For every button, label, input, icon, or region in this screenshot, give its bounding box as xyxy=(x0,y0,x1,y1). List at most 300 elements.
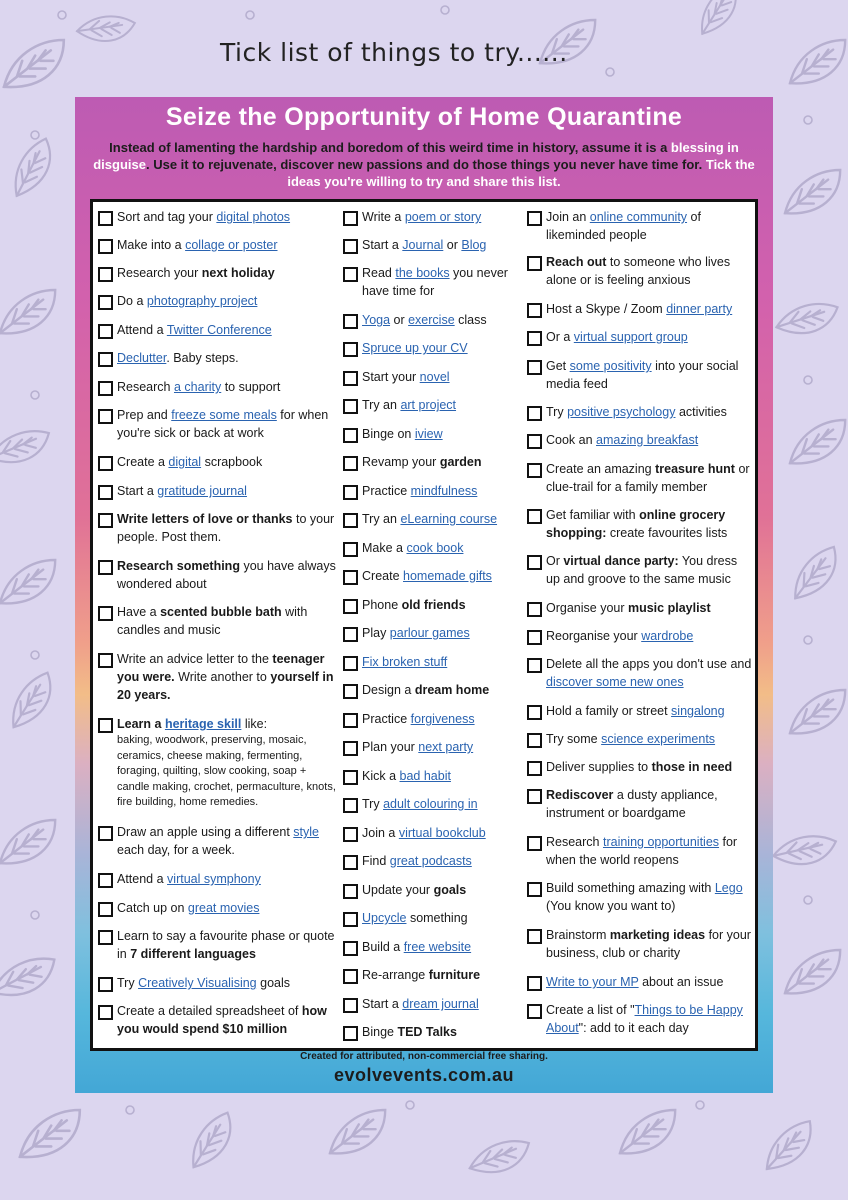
checkbox[interactable] xyxy=(527,434,542,449)
checklist-item-text xyxy=(98,236,336,254)
item-text: each day, for a week. xyxy=(117,843,235,857)
intro-text: Instead of lamenting the hardship and boredom of this weird time in history, assume it is a xyxy=(109,140,671,155)
checklist-item-text xyxy=(343,1023,523,1041)
checklist-item-text xyxy=(343,824,523,842)
checkbox[interactable] xyxy=(343,884,358,899)
checkbox[interactable] xyxy=(343,342,358,357)
checkbox[interactable] xyxy=(98,211,113,226)
checklist-item xyxy=(527,879,753,915)
checklist-item-text xyxy=(343,510,523,528)
item-text: Practice xyxy=(362,484,411,498)
checklist-item xyxy=(98,557,336,593)
checkbox[interactable] xyxy=(98,718,113,733)
checklist-item-text xyxy=(343,938,523,956)
item-link[interactable]: dream journal xyxy=(402,997,479,1011)
checkbox[interactable] xyxy=(527,602,542,617)
checkbox[interactable] xyxy=(343,798,358,813)
item-text: Do a xyxy=(117,294,147,308)
checklist-item-text xyxy=(527,1001,753,1037)
item-link[interactable]: digital xyxy=(168,455,202,469)
checkbox[interactable] xyxy=(527,658,542,673)
checkbox[interactable] xyxy=(527,630,542,645)
item-link[interactable]: next party xyxy=(418,740,474,754)
item-text: Research xyxy=(546,835,603,849)
checklist-item xyxy=(98,927,336,963)
checkbox[interactable] xyxy=(98,930,113,945)
checklist-item-text xyxy=(343,596,523,614)
item-link[interactable]: exercise xyxy=(408,313,455,327)
item-text: Build something amazing with xyxy=(546,881,715,895)
item-text: Binge on xyxy=(362,427,415,441)
checklist-item xyxy=(98,264,336,282)
checklist-item-text xyxy=(343,881,523,899)
item-text: you never have time for xyxy=(362,266,508,298)
checklist-item xyxy=(343,881,523,899)
checklist-item-text xyxy=(343,624,523,642)
item-bold-text: Rediscover xyxy=(546,788,614,802)
item-link[interactable]: Yoga xyxy=(362,313,391,327)
item-text: for when the world reopens xyxy=(546,835,738,867)
checkbox[interactable] xyxy=(343,485,358,500)
checkbox[interactable] xyxy=(527,882,542,897)
checkbox[interactable] xyxy=(527,976,542,991)
item-text: Deliver supplies to xyxy=(546,760,652,774)
item-link[interactable]: poem or story xyxy=(404,210,482,224)
item-text: Try an xyxy=(362,512,401,526)
item-link[interactable]: Twitter Conference xyxy=(166,323,272,337)
checkbox[interactable] xyxy=(98,606,113,621)
checklist-item-text xyxy=(527,926,753,962)
checkbox[interactable] xyxy=(98,902,113,917)
checkbox[interactable] xyxy=(98,653,113,668)
item-text: Get familiar with xyxy=(546,508,640,522)
checkbox[interactable] xyxy=(527,360,542,375)
item-text: Join a xyxy=(362,826,399,840)
checklist-item xyxy=(98,510,336,546)
item-text: Cook an xyxy=(546,433,597,447)
item-bold-text: furniture xyxy=(428,968,481,982)
handwritten-title: Tick list of things to try...... xyxy=(220,38,568,67)
item-text: to your people. Post them. xyxy=(117,512,335,544)
item-text: into your social media feed xyxy=(546,359,739,391)
checkbox[interactable] xyxy=(343,399,358,414)
checkbox[interactable] xyxy=(98,267,113,282)
item-bold-text: old friends xyxy=(401,598,466,612)
item-link[interactable]: Declutter xyxy=(117,351,167,365)
item-text: You dress up and groove to the same music xyxy=(546,554,738,586)
item-link[interactable]: mindfulness xyxy=(410,484,478,498)
checkbox[interactable] xyxy=(343,513,358,528)
item-text: a dusty appliance, instrument or boardgame xyxy=(546,788,718,820)
checklist-item-text xyxy=(98,482,336,500)
checklist-item xyxy=(343,824,523,842)
checklist-item xyxy=(98,899,336,917)
checkbox[interactable] xyxy=(343,570,358,585)
item-link[interactable]: cook book xyxy=(406,541,464,555)
checkbox[interactable] xyxy=(527,555,542,570)
checklist-item-text xyxy=(98,899,336,917)
checklist-item-text xyxy=(98,870,336,888)
item-link[interactable]: a charity xyxy=(173,380,222,394)
item-text: or clue-trail for a family member xyxy=(546,462,750,494)
checkbox[interactable] xyxy=(98,485,113,500)
checklist-item xyxy=(527,506,753,542)
item-text: Practice xyxy=(362,712,411,726)
item-bold-text: treasure hunt xyxy=(655,462,735,476)
checkbox[interactable] xyxy=(98,352,113,367)
checklist-item-text xyxy=(98,823,336,859)
checkbox[interactable] xyxy=(343,656,358,671)
item-link[interactable]: homemade gifts xyxy=(403,569,492,583)
checklist-item xyxy=(343,966,523,984)
checklist-item xyxy=(98,870,336,888)
checkbox[interactable] xyxy=(527,331,542,346)
item-link[interactable]: training opportunities xyxy=(602,835,720,849)
checklist-item-text xyxy=(527,357,753,393)
checkbox[interactable] xyxy=(343,428,358,443)
checklist-item xyxy=(343,596,523,614)
checklist-item xyxy=(98,453,336,471)
item-link[interactable]: Upcycle xyxy=(362,911,407,925)
item-text: Create an amazing xyxy=(546,462,656,476)
item-text: Re-arrange xyxy=(362,968,429,982)
checklist-item xyxy=(527,1001,753,1037)
checklist-item xyxy=(527,253,753,289)
checklist-item xyxy=(343,236,523,254)
item-text: Research xyxy=(117,380,174,394)
checkbox[interactable] xyxy=(527,761,542,776)
item-link[interactable]: Write to your MP xyxy=(546,975,639,989)
item-link[interactable]: forgiveness xyxy=(410,712,475,726)
item-link[interactable]: wardrobe xyxy=(641,629,694,643)
item-text: class xyxy=(454,313,487,327)
item-text: or xyxy=(390,313,409,327)
item-text: Prep and xyxy=(117,408,172,422)
checkbox[interactable] xyxy=(343,267,358,282)
checklist-item-text xyxy=(343,966,523,984)
checkbox[interactable] xyxy=(527,929,542,944)
checkbox[interactable] xyxy=(98,560,113,575)
checkbox[interactable] xyxy=(343,684,358,699)
item-link[interactable]: novel xyxy=(419,370,450,384)
checkbox[interactable] xyxy=(343,741,358,756)
checklist-item-text xyxy=(527,328,753,346)
checklist-item xyxy=(527,300,753,318)
intro-text: . Use it to rejuvenate, discover new passions and do those things you never have time for. xyxy=(145,157,706,172)
checkbox[interactable] xyxy=(343,627,358,642)
checkbox[interactable] xyxy=(343,998,358,1013)
item-link[interactable]: collage or poster xyxy=(185,238,278,252)
item-link[interactable]: great movies xyxy=(187,901,260,915)
checklist-item-text xyxy=(98,406,336,442)
item-text: Build a xyxy=(362,940,404,954)
checklist-item xyxy=(98,974,336,992)
checklist-item xyxy=(98,650,336,704)
item-text: Start a xyxy=(117,484,158,498)
checklist-panel xyxy=(90,199,758,1051)
item-link[interactable]: digital photos xyxy=(216,210,291,224)
item-text: you have always wondered about xyxy=(117,559,336,591)
item-text: Try xyxy=(546,405,568,419)
item-text: Or xyxy=(546,554,564,568)
checklist-item-text xyxy=(527,599,753,617)
checklist-item xyxy=(98,715,336,733)
item-link[interactable]: Fix broken stuff xyxy=(362,655,448,669)
checklist-item xyxy=(98,406,336,442)
checkbox[interactable] xyxy=(527,406,542,421)
item-link[interactable]: free website xyxy=(403,940,472,954)
checklist-item-text xyxy=(343,710,523,728)
item-text: Revamp your xyxy=(362,455,440,469)
checkbox[interactable] xyxy=(527,509,542,524)
checkbox[interactable] xyxy=(527,733,542,748)
checkbox[interactable] xyxy=(527,303,542,318)
checkbox[interactable] xyxy=(343,969,358,984)
item-text: Find xyxy=(362,854,390,868)
checklist-item-text xyxy=(527,702,753,720)
item-link[interactable]: Creatively Visualising xyxy=(138,976,257,990)
checklist-item xyxy=(98,482,336,500)
item-text: Hold a family or street xyxy=(546,704,672,718)
item-text: Brainstorm xyxy=(546,928,610,942)
checkbox[interactable] xyxy=(527,463,542,478)
item-text: Attend a xyxy=(117,872,168,886)
item-link[interactable]: Spruce up your CV xyxy=(362,341,468,355)
item-link[interactable]: positive psychology xyxy=(567,405,676,419)
item-bold-text: garden xyxy=(439,455,482,469)
checkbox[interactable] xyxy=(527,211,542,226)
checkbox[interactable] xyxy=(343,239,358,254)
checklist-item xyxy=(98,321,336,339)
item-link[interactable]: Journal xyxy=(402,238,444,252)
item-text: Start your xyxy=(362,370,420,384)
checkbox[interactable] xyxy=(343,941,358,956)
checklist-item-text xyxy=(98,974,336,992)
checklist-item xyxy=(527,730,753,748)
checkbox[interactable] xyxy=(98,513,113,528)
item-link[interactable]: style xyxy=(293,825,319,839)
checklist-item xyxy=(527,926,753,962)
checkbox[interactable] xyxy=(343,599,358,614)
item-link[interactable]: Lego xyxy=(714,881,743,895)
item-text: to someone who lives alone or is feeling anxious xyxy=(546,255,731,287)
checklist-item xyxy=(343,1023,523,1041)
item-link[interactable]: adult colouring in xyxy=(383,797,478,811)
checklist-item-text xyxy=(98,557,336,593)
checkbox[interactable] xyxy=(98,409,113,424)
checklist-item xyxy=(527,552,753,588)
checkbox[interactable] xyxy=(527,256,542,271)
checkbox[interactable] xyxy=(98,239,113,254)
item-bold-text: 7 different languages xyxy=(130,947,256,961)
checkbox[interactable] xyxy=(343,542,358,557)
item-text: scrapbook xyxy=(201,455,263,469)
item-text: Try some xyxy=(546,732,602,746)
checkbox[interactable] xyxy=(98,456,113,471)
item-link[interactable]: bad habit xyxy=(399,769,451,783)
item-link[interactable]: freeze some meals xyxy=(171,408,277,422)
checklist-item-text xyxy=(343,264,523,300)
item-text: goals xyxy=(256,976,290,990)
checkbox[interactable] xyxy=(527,836,542,851)
checkbox[interactable] xyxy=(98,1005,113,1020)
checkbox[interactable] xyxy=(343,713,358,728)
checklist-item-text xyxy=(343,795,523,813)
item-text: Binge xyxy=(362,1025,398,1039)
item-bold-text: marketing ideas xyxy=(609,928,706,942)
checkbox[interactable] xyxy=(98,324,113,339)
checkbox[interactable] xyxy=(343,1026,358,1041)
checklist-item xyxy=(98,208,336,226)
item-bold-text: online grocery shopping: xyxy=(546,508,726,540)
checklist-item xyxy=(343,510,523,528)
item-bold-text: scented bubble bath xyxy=(160,605,282,619)
checklist-item-text xyxy=(343,425,523,443)
checklist-item-text xyxy=(343,909,523,927)
checklist-item xyxy=(527,702,753,720)
item-link[interactable]: eLearning course xyxy=(400,512,498,526)
item-text: Read xyxy=(362,266,396,280)
item-text: for your business, club or charity xyxy=(546,928,751,960)
item-text: Kick a xyxy=(362,769,400,783)
item-link[interactable]: gratitude journal xyxy=(157,484,247,498)
checklist-item-text xyxy=(98,453,336,471)
footer-url: evolvevents.com.au xyxy=(333,1065,515,1085)
item-link[interactable]: virtual support group xyxy=(573,330,688,344)
item-link[interactable]: dinner party xyxy=(666,302,733,316)
checkbox[interactable] xyxy=(343,855,358,870)
item-link[interactable]: iview xyxy=(414,427,443,441)
item-link[interactable]: Things to be Happy About xyxy=(546,1003,743,1035)
item-link[interactable]: science experiments xyxy=(601,732,716,746)
checkbox[interactable] xyxy=(527,1004,542,1019)
item-bold-text: teenager you were. xyxy=(117,652,325,684)
item-text: baking, woodwork, preserving, mosaic, ceramics, cheese making, fermenting, foraging, quilting, slow cooking, soap + candle making, crochet, permaculture, knots, fire building, home remedies. xyxy=(117,734,336,808)
checkbox[interactable] xyxy=(343,770,358,785)
checkbox[interactable] xyxy=(343,456,358,471)
checkbox[interactable] xyxy=(343,827,358,842)
item-text: Make a xyxy=(362,541,407,555)
item-link[interactable]: heritage skill xyxy=(164,717,242,731)
checklist-item xyxy=(343,368,523,386)
item-link[interactable]: discover some new ones xyxy=(546,675,684,689)
item-link[interactable]: online community xyxy=(589,210,688,224)
checklist-item xyxy=(527,357,753,393)
item-text: with candles and music xyxy=(117,605,308,637)
item-link[interactable]: photography project xyxy=(146,294,258,308)
item-link[interactable]: art project xyxy=(400,398,457,412)
item-text: Try an xyxy=(362,398,401,412)
checklist-item-text xyxy=(527,833,753,869)
item-link[interactable]: virtual symphony xyxy=(167,872,261,886)
checkbox[interactable] xyxy=(343,371,358,386)
checklist-item xyxy=(527,627,753,645)
checklist-item xyxy=(98,1002,336,1038)
checklist-item-text xyxy=(527,758,753,776)
checklist-item xyxy=(343,539,523,557)
item-text: or xyxy=(443,238,462,252)
checklist-item-text xyxy=(343,767,523,785)
checklist-item xyxy=(527,431,753,449)
checklist-item xyxy=(343,909,523,927)
item-text: Get xyxy=(546,359,570,373)
checkbox[interactable] xyxy=(343,211,358,226)
checklist-item-text xyxy=(527,627,753,645)
checklist-item-text xyxy=(98,264,336,282)
checkbox[interactable] xyxy=(343,314,358,329)
checklist-item-text xyxy=(527,552,753,588)
checkbox[interactable] xyxy=(527,705,542,720)
checklist-item-text xyxy=(98,208,336,226)
item-bold-text: those in need xyxy=(651,760,733,774)
checkbox[interactable] xyxy=(98,295,113,310)
item-text: Research your xyxy=(117,266,202,280)
item-link[interactable]: the books xyxy=(395,266,450,280)
checkbox[interactable] xyxy=(343,912,358,927)
item-link[interactable]: great podcasts xyxy=(389,854,472,868)
item-text: Organise your xyxy=(546,601,628,615)
checklist-item-text xyxy=(343,396,523,414)
checklist-item-text xyxy=(527,253,753,289)
item-text: like: xyxy=(241,717,268,731)
item-link[interactable]: some positivity xyxy=(569,359,652,373)
checklist-item-text xyxy=(343,208,523,226)
checklist-item-text xyxy=(527,506,753,542)
checklist-item xyxy=(343,396,523,414)
checklist-item-text xyxy=(98,349,336,367)
checklist-item xyxy=(343,624,523,642)
item-text: ": add to it each day xyxy=(578,1021,689,1035)
checklist-item xyxy=(98,292,336,310)
checklist-item-text xyxy=(98,292,336,310)
checklist-item-text xyxy=(343,681,523,699)
item-text: Join an xyxy=(546,210,590,224)
checkbox[interactable] xyxy=(98,873,113,888)
item-text: . Baby steps. xyxy=(166,351,239,365)
checklist-item-text xyxy=(527,403,753,421)
checklist-item-text xyxy=(98,378,336,396)
item-link[interactable]: Blog xyxy=(461,238,487,252)
item-text: Start a xyxy=(362,238,403,252)
checklist-item-text xyxy=(98,927,336,963)
item-link[interactable]: virtual bookclub xyxy=(398,826,486,840)
checklist-item xyxy=(343,208,523,226)
item-text: Delete all the apps you don't use and xyxy=(546,657,752,671)
item-link[interactable]: amazing breakfast xyxy=(596,433,699,447)
checkbox[interactable] xyxy=(527,789,542,804)
item-text: create favourites lists xyxy=(606,526,728,540)
item-link[interactable]: singalong xyxy=(671,704,725,718)
item-text: activities xyxy=(675,405,727,419)
item-text: Learn to say a favourite phase or quote in xyxy=(117,929,335,961)
item-text: Update your xyxy=(362,883,434,897)
checklist-item-text xyxy=(343,339,523,357)
checklist-item xyxy=(527,973,753,991)
checklist-item-text xyxy=(343,539,523,557)
checklist-item-text xyxy=(98,650,336,704)
checklist-item xyxy=(343,453,523,471)
item-link[interactable]: parlour games xyxy=(389,626,470,640)
checkbox[interactable] xyxy=(98,826,113,841)
checklist-item xyxy=(343,938,523,956)
checkbox[interactable] xyxy=(98,381,113,396)
item-text: Try xyxy=(362,797,384,811)
checklist-item xyxy=(343,738,523,756)
item-text: Write another to xyxy=(174,670,271,684)
checklist-item-text xyxy=(98,1002,336,1038)
checklist-item-text xyxy=(98,733,336,811)
checkbox[interactable] xyxy=(98,977,113,992)
